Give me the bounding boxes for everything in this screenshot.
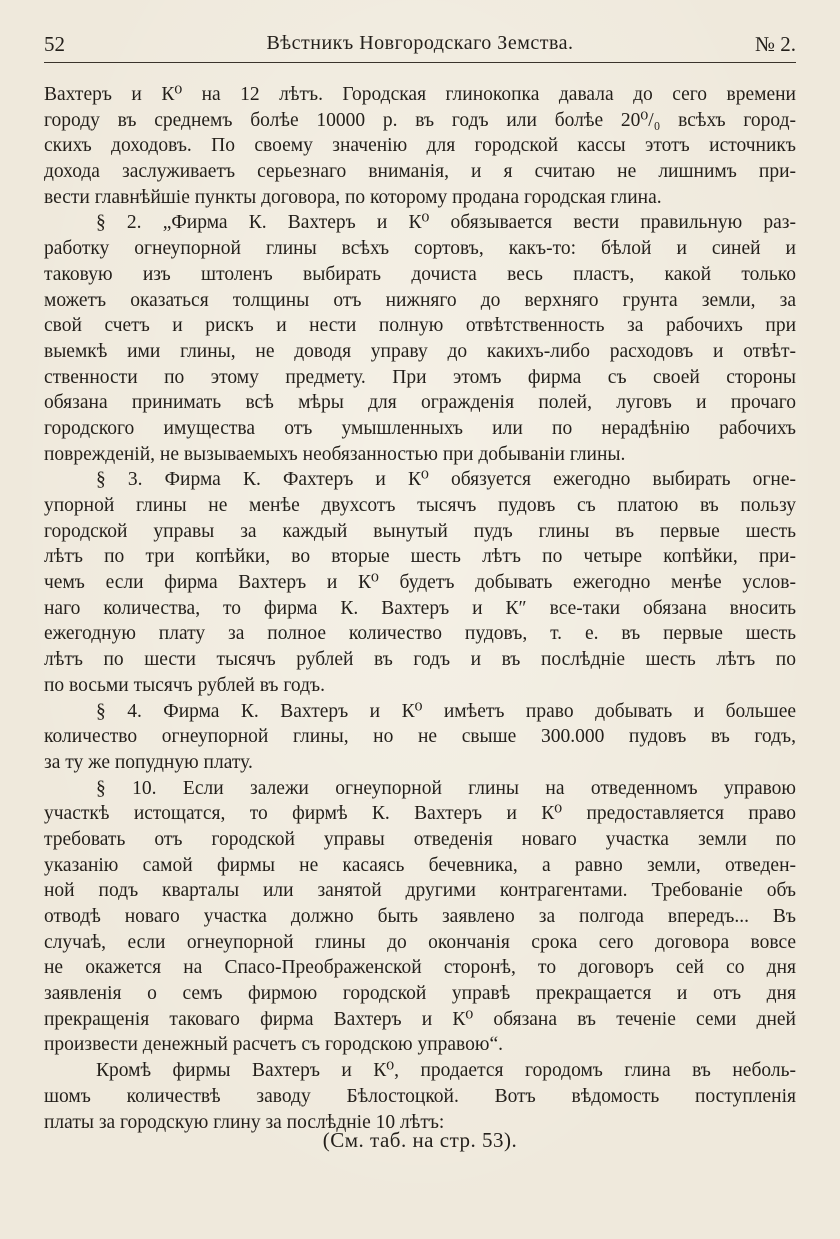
running-head [44, 30, 796, 62]
text-line: поврежденій, не вызываемыхъ необязанностью при добываніи глины. [44, 443, 626, 465]
page-number: 52 [44, 32, 65, 56]
text-line: выемкѣ ими глины, не доводя управу до какихъ-либо расходовъ и отвѣт- [44, 340, 796, 362]
text-line: § 3. Фирма К. Фахтеръ и К⁰ обязуется ежегодно выбирать огне- [96, 469, 796, 491]
text-line: наго количества, то фирма К. Вахтеръ и К″ все-таки обязана вносить [44, 597, 796, 619]
text-line: § 10. Если залежи огнеупорной глины на отведенномъ управою [96, 777, 796, 799]
text-line: § 2. „Фирма К. Вахтеръ и К⁰ обязывается вести правильную раз- [96, 212, 796, 234]
paragraph-intro [44, 82, 796, 210]
text-line: за ту же попудную плату. [44, 751, 253, 773]
journal-title: Вѣстникъ Новгородскаго Земства. [266, 32, 574, 54]
text-line: не окажется на Спасо-Преображенской сторонѣ, то договоръ сей со дня [44, 957, 796, 979]
text-line: ственности по этому предмету. При этомъ фирма съ своей стороны [44, 366, 796, 388]
issue-number: № 2. [754, 32, 796, 56]
paragraph-sec3 [44, 467, 796, 698]
text-line: шомъ количествѣ заводу Бѣлостоцкой. Вотъ вѣдомость поступленія [44, 1085, 796, 1107]
table-reference: (См. таб. на стр. 53). [322, 1128, 518, 1152]
text-line: требовать отъ городской управы отведенія новаго участка земли по [44, 828, 796, 850]
text-line: вести главнѣйшіе пункты договора, по которому продана городская глина. [44, 186, 662, 208]
text-line: обязана принимать всѣ мѣры для огражденія полей, луговъ и прочаго [44, 392, 796, 414]
text-line: указанію самой фирмы не касаясь бечевника, а равно земли, отведен- [44, 854, 796, 876]
text-line: свой счетъ и рискъ и нести полную отвѣтственность за рабочихъ при [44, 315, 796, 337]
text-line: платы за городскую глину за послѣдніе 10 лѣтъ: [44, 1111, 445, 1133]
text-line: ежегодную плату за полное количество пудовъ, т. е. въ первые шесть [44, 623, 796, 645]
text-line: таковую изъ штоленъ выбирать дочиста весь пластъ, какой только [44, 263, 796, 285]
text-line: городского имущества отъ умышленныхъ или по нерадѣнію рабочихъ [44, 417, 796, 439]
text-line: лѣтъ по шести тысячъ рублей въ годъ и въ послѣдніе шесть лѣтъ по [44, 649, 796, 671]
text-line: § 4. Фирма К. Вахтеръ и К⁰ имѣетъ право добывать и большее [96, 700, 796, 722]
text-line: Вахтеръ и К⁰ на 12 лѣтъ. Городская глинокопка давала до сего времени [44, 84, 796, 105]
text-line: случаѣ, если огнеупорной глины до окончанія срока сего договора вовсе [44, 931, 796, 953]
paragraph-closing [44, 1058, 796, 1135]
paragraph-sec10 [44, 776, 796, 1059]
text-line: городской управы за каждый вынутый пудъ глины въ первые шесть [44, 520, 796, 542]
text-line: дохода заслуживаетъ серьезнаго вниманія, и я считаю не лишнимъ при- [44, 161, 796, 183]
text-line: произвести денежный расчетъ съ городскою управою“. [44, 1034, 503, 1056]
text-line: заявленія о семъ фирмою городской управѣ прекращается и отъ дня [44, 983, 796, 1005]
text-line: количество огнеупорной глины, но не свыше 300.000 пудовъ въ годъ, [44, 726, 796, 748]
header-rule [44, 62, 796, 63]
text-line: лѣтъ по три копѣйки, во вторые шесть лѣтъ по четыре копѣйки, при- [44, 546, 796, 568]
text-line: ной подъ кварталы или занятой другими контрагентами. Требованіе объ [44, 880, 796, 902]
body-text [44, 82, 796, 1135]
paragraph-sec2 [44, 210, 796, 467]
text-line: городу въ среднемъ болѣе 10000 р. въ годъ или болѣе 20⁰/₀ всѣхъ город- [44, 109, 796, 131]
paragraph-sec4 [44, 699, 796, 776]
text-line: упорной глины не менѣе двухсотъ тысячъ пудовъ съ платою въ пользу [44, 495, 796, 516]
text-line: работку огнеупорной глины всѣхъ сортовъ, какъ-то: бѣлой и синей и [44, 238, 796, 260]
text-line: скихъ доходовъ. По своему значенію для городской кассы этотъ источникъ [44, 135, 796, 157]
text-line: можетъ оказаться толщины отъ нижняго до верхняго грунта земли, за [44, 289, 796, 311]
text-line: чемъ если фирма Вахтеръ и К⁰ будетъ добывать ежегодно менѣе услов- [44, 572, 796, 594]
text-line: по восьми тысячъ рублей въ годъ. [44, 674, 325, 696]
text-line: участкѣ истощатся, то фирмѣ К. Вахтеръ и К⁰ предоставляется право [44, 803, 796, 825]
text-line: прекращенія таковаго фирма Вахтеръ и К⁰ обязана въ теченіе семи дней [44, 1008, 796, 1030]
text-line: отводѣ новаго участка должно быть заявлено за полгода впередъ... Въ [44, 906, 796, 927]
text-line: Кромѣ фирмы Вахтеръ и К⁰, продается городомъ глина въ неболь- [96, 1060, 796, 1082]
